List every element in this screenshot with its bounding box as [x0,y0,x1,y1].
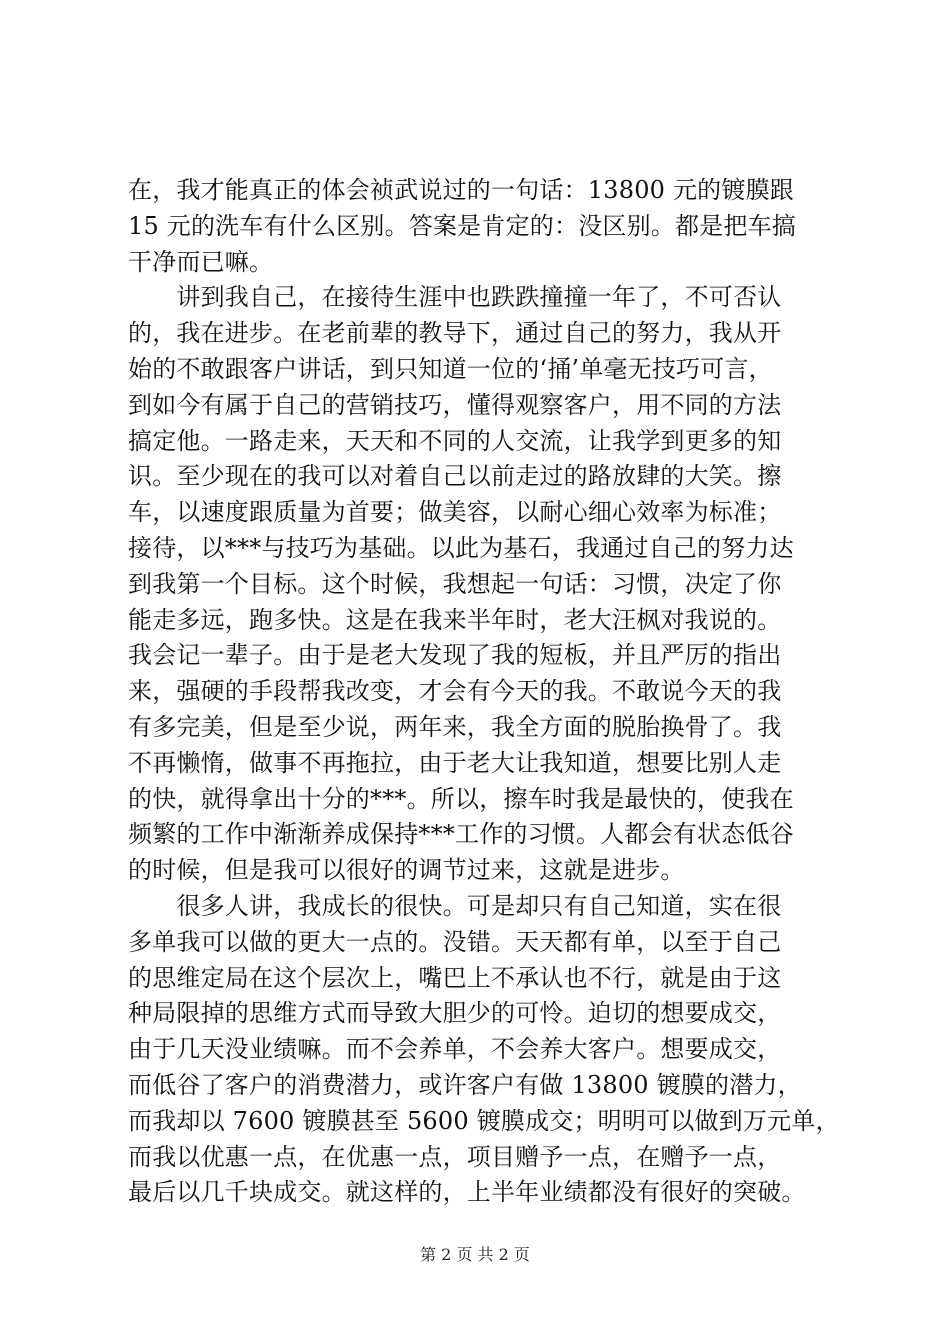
document-body [128,173,853,1211]
text-line: 而我以优惠一点，在优惠一点，项目赠予一点，在赠予一点， [128,1142,782,1171]
text-line: 种局限掉的思维方式而导致大胆少的可怜。迫切的想要成交， [128,999,782,1028]
text-line: 来，强硬的手段帮我改变，才会有今天的我。不敢说今天的我 [128,677,782,706]
text-line: 能走多远，跑多快。这是在我来半年时，老大汪枫对我说的。 [128,605,782,634]
text-line: 15 元的洗车有什么区别。答案是肯定的：没区别。都是把车搞 [128,211,796,240]
text-line: 有多完美，但是至少说，两年来，我全方面的脱胎换骨了。我 [128,712,782,741]
text-line: 车，以速度跟质量为首要；做美容，以耐心细心效率为标准； [128,498,782,527]
text-line: 频繁的工作中渐渐养成保持***工作的习惯。人都会有状态低谷 [128,820,794,849]
text-line: 由于几天没业绩嘛。而不会养单，不会养大客户。想要成交， [128,1035,782,1064]
text-line: 到我第一个目标。这个时候，我想起一句话：习惯，决定了你 [128,569,782,598]
text-line: 在，我才能真正的体会祯武说过的一句话：13800 元的镀膜跟 [128,176,794,204]
text-line: 的快，就得拿出十分的***。所以，擦车时我是最快的，使我在 [128,784,794,813]
page-footer: 第 2 页 共 2 页 [420,1245,530,1264]
text-line: 始的不敢跟客户讲话，到只知道一位的‘捅’单毫无技巧可言， [128,354,773,383]
text-line: 干净而已嘛。 [128,247,274,276]
text-line: 最后以几千块成交。就这样的，上半年业绩都没有很好的突破。 [128,1178,806,1207]
text-line: 接待，以***与技巧为基础。以此为基石，我通过自己的努力达 [128,533,794,562]
text-line: 的思维定局在这个层次上，嘴巴上不承认也不行，就是由于这 [128,963,782,992]
text-line: 到如今有属于自己的营销技巧，懂得观察客户，用不同的方法 [128,390,782,419]
text-line: 识。至少现在的我可以对着自己以前走过的路放肆的大笑。擦 [128,462,782,491]
text-line: 搞定他。一路走来，天天和不同的人交流，让我学到更多的知 [128,426,782,455]
text-line: 不再懒惰，做事不再拖拉，由于老大让我知道，想要比别人走 [128,748,782,777]
text-line: 很多人讲，我成长的很快。可是却只有自己知道，实在很 [128,891,782,920]
text-line: 而低谷了客户的消费潜力，或许客户有做 13800 镀膜的潜力， [128,1070,802,1099]
text-line: 的，我在进步。在老前辈的教导下，通过自己的努力，我从开 [128,319,782,348]
text-line: 而我却以 7600 镀膜甚至 5600 镀膜成交；明明可以做到万元单， [128,1106,840,1135]
text-line: 多单我可以做的更大一点的。没错。天天都有单，以至于自己 [128,927,782,956]
text-line: 的时候，但是我可以很好的调节过来，这就是进步。 [128,856,685,885]
text-line: 我会记一辈子。由于是老大发现了我的短板，并且严厉的指出 [128,641,782,670]
text-line: 讲到我自己，在接待生涯中也跌跌撞撞一年了，不可否认 [128,283,782,312]
